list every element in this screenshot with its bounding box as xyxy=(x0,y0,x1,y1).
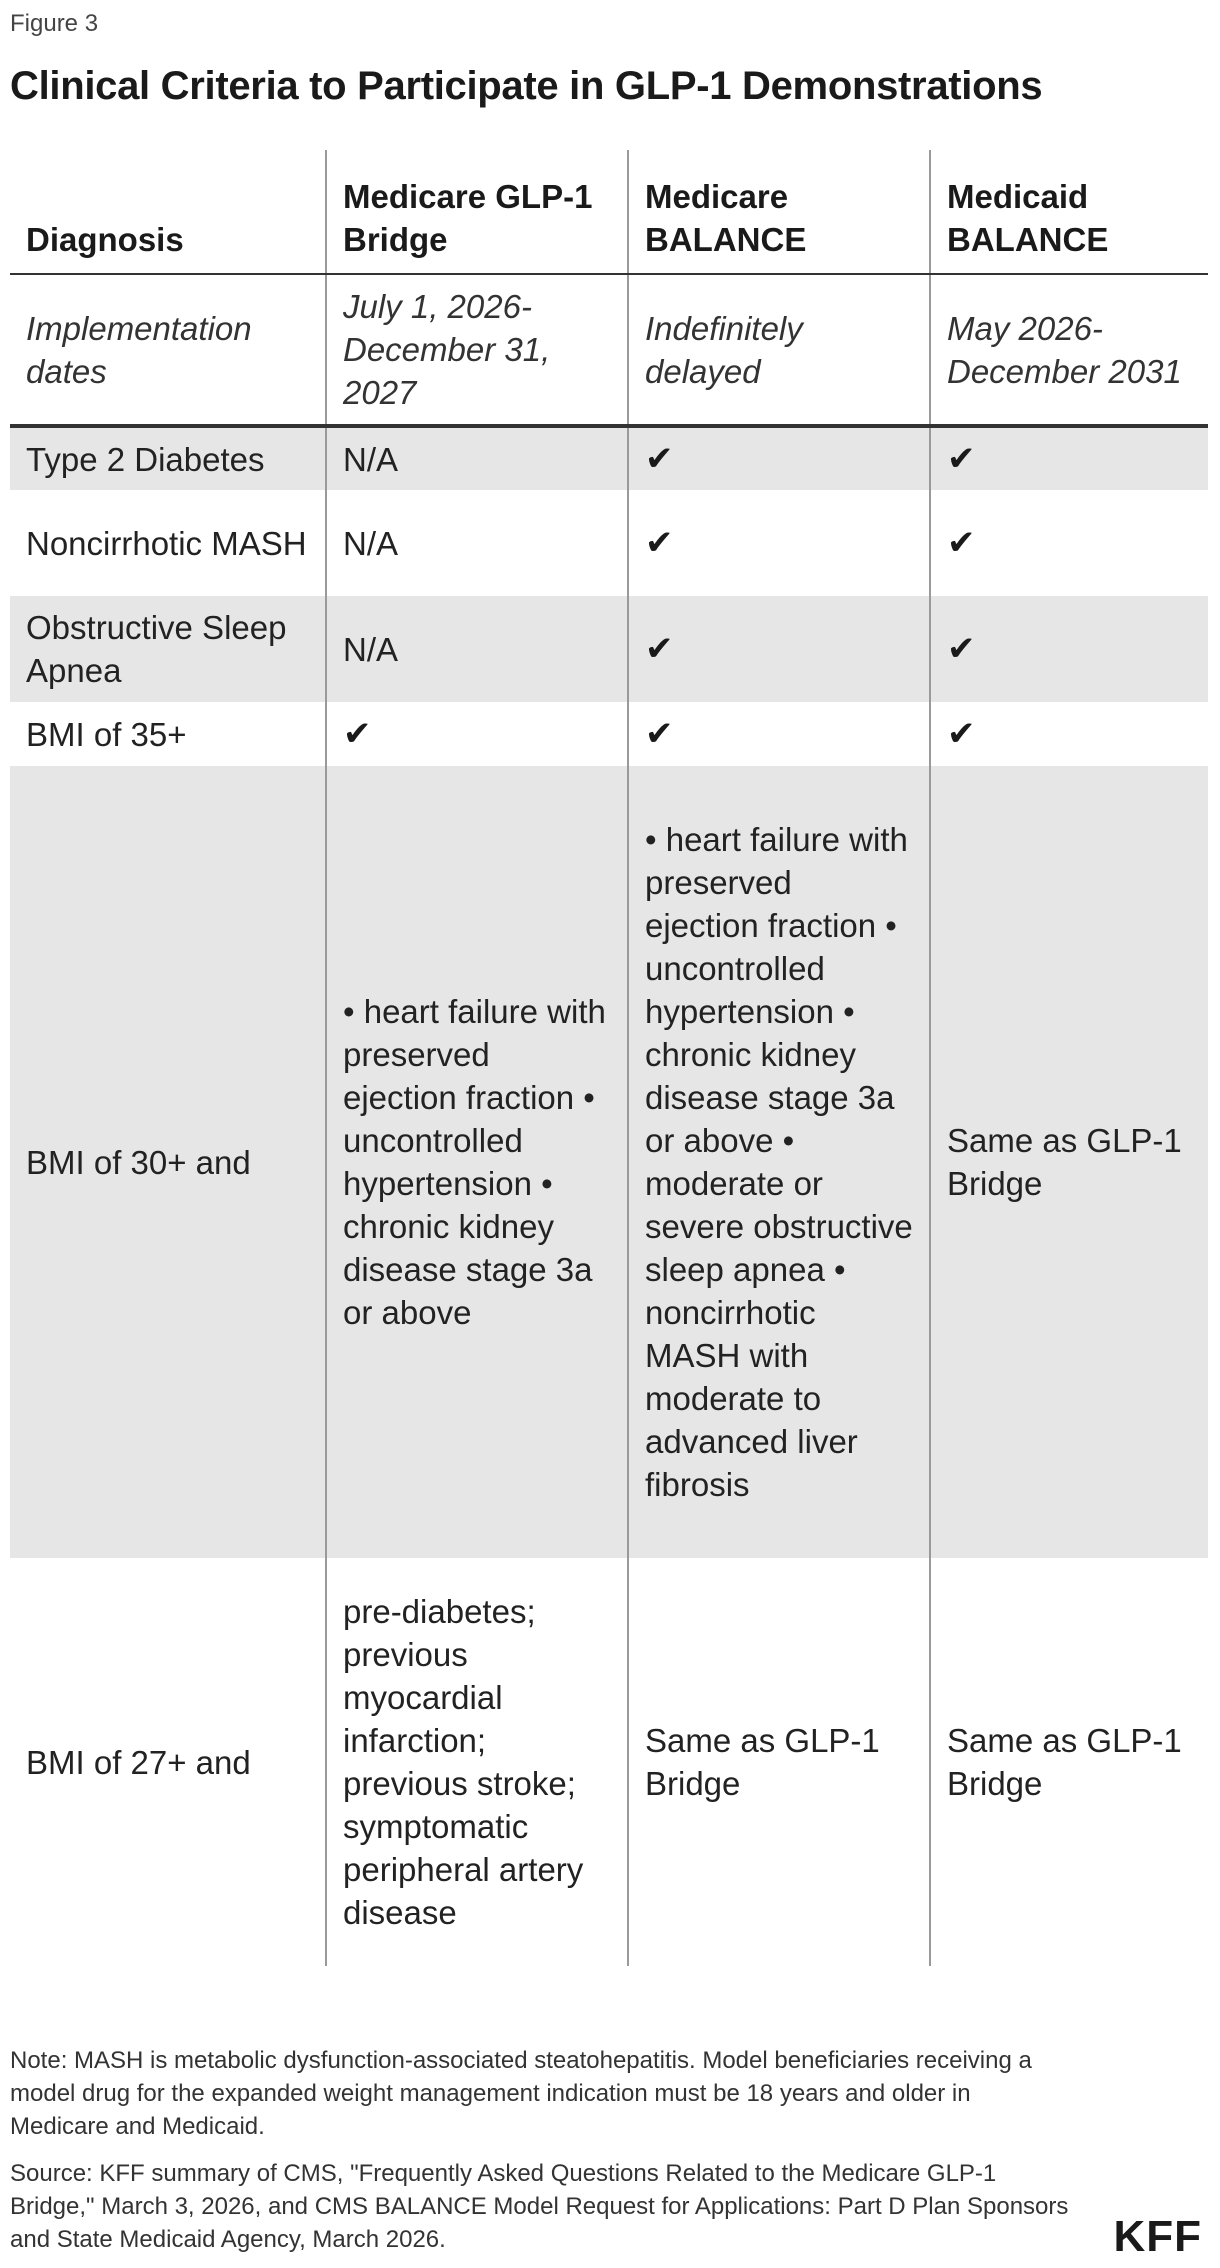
row-diagnosis: BMI of 35+ xyxy=(26,715,187,753)
cell-glp1-bridge: • heart failure with preserved ejection fraction • uncontrolled hypertension • chronic kidney disease stage 3a or above xyxy=(326,766,628,1558)
row-diagnosis: Type 2 Diabetes xyxy=(10,426,326,490)
table-row xyxy=(10,1558,1208,1966)
implementation-medicare-balance: Indefinitely delayed xyxy=(628,274,930,426)
checkmark-icon: ✔ xyxy=(628,490,930,596)
implementation-dates-row xyxy=(10,274,1208,426)
row-diagnosis: BMI of 27+ and xyxy=(26,1743,251,1781)
source-note: Source: KFF summary of CMS, "Frequently Asked Questions Related to the Medicare GLP-1 Bridge," March 3, 2026, and CMS BALANCE Model Request for Applications: Part D Plan Sponsors and State Medicaid Agency, March 2026. xyxy=(10,2160,1069,2253)
checkmark-icon: ✔ xyxy=(628,426,930,490)
implementation-glp1-bridge: July 1, 2026-December 31, 2027 xyxy=(326,274,628,426)
implementation-medicaid-balance: May 2026-December 2031 xyxy=(930,274,1208,426)
checkmark-icon: ✔ xyxy=(930,490,1208,596)
header-medicare-glp1-bridge: Medicare GLP-1 Bridge xyxy=(326,150,628,274)
checkmark-icon: ✔ xyxy=(326,702,628,766)
checkmark-icon: ✔ xyxy=(628,702,930,766)
header-medicare-balance: Medicare BALANCE xyxy=(628,150,930,274)
checkmark-icon: ✔ xyxy=(930,596,1208,702)
table-row xyxy=(10,426,1208,490)
cell-glp1-bridge: pre-diabetes; previous myocardial infarction; previous stroke; symptomatic peripheral artery disease xyxy=(326,1558,628,1966)
cell-glp1-bridge: N/A xyxy=(326,596,628,702)
figure-title: Clinical Criteria to Participate in GLP-1 Demonstrations xyxy=(10,64,1043,108)
header-medicaid-balance: Medicaid BALANCE xyxy=(930,150,1208,274)
table-row xyxy=(10,766,1208,1558)
footnote: Note: MASH is metabolic dysfunction-associated steatohepatitis. Model beneficiaries receiving a model drug for the expanded weight management indication must be 18 years and older in Medicare and Medicaid. xyxy=(10,2047,1032,2140)
row-diagnosis: Noncirrhotic MASH xyxy=(26,524,307,562)
cell-medicaid-balance: Same as GLP-1 Bridge xyxy=(930,1558,1208,1966)
figure-label: Figure 3 xyxy=(10,10,99,37)
kff-logo: KFF xyxy=(1113,2212,1202,2261)
checkmark-icon: ✔ xyxy=(628,596,930,702)
table-header-row xyxy=(10,150,1208,274)
table-row xyxy=(10,490,1208,596)
checkmark-icon: ✔ xyxy=(930,426,1208,490)
table-row xyxy=(10,702,1208,766)
cell-medicare-balance: • heart failure with preserved ejection fraction • uncontrolled hypertension • chronic kidney disease stage 3a or above • moderate or severe obstructive sleep apnea • noncirrhotic MASH with moderate to advanced liver fibrosis xyxy=(628,766,930,1558)
cell-medicare-balance: Same as GLP-1 Bridge xyxy=(628,1558,930,1966)
row-diagnosis: Obstructive Sleep Apnea xyxy=(10,596,326,702)
implementation-label: Implementation dates xyxy=(10,274,326,426)
header-diagnosis: Diagnosis xyxy=(10,150,326,274)
checkmark-icon: ✔ xyxy=(930,702,1208,766)
cell-medicaid-balance: Same as GLP-1 Bridge xyxy=(930,766,1208,1558)
cell-glp1-bridge: N/A xyxy=(326,426,628,490)
row-diagnosis: BMI of 30+ and xyxy=(10,766,326,1558)
cell-glp1-bridge: N/A xyxy=(326,490,628,596)
criteria-table xyxy=(10,150,1208,1966)
table-row xyxy=(10,596,1208,702)
